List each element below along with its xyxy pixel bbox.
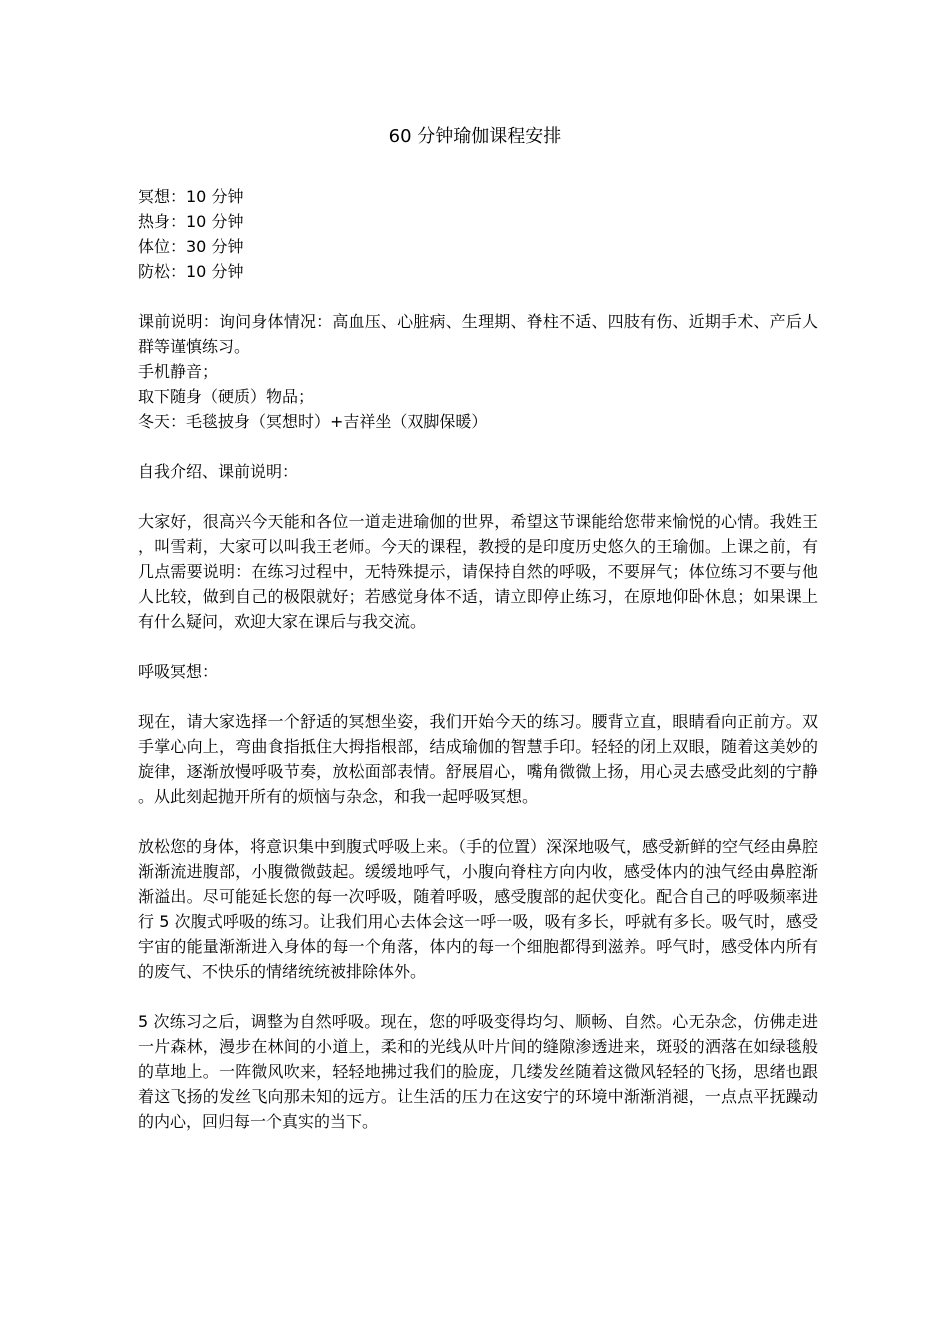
pre-class-note: 课前说明：询问身体情况：高血压、心脏病、生理期、脊柱不适、四肢有伤、近期手术、产后人群等谨慎练习。 bbox=[138, 312, 818, 356]
spacer bbox=[138, 984, 818, 1009]
schedule-item-warmup: 热身：10 分钟 bbox=[138, 212, 244, 231]
winter-note: 冬天：毛毯披身（冥想时）+吉祥坐（双脚保暖） bbox=[138, 412, 488, 431]
meditation-paragraph-2: 放松您的身体，将意识集中到腹式呼吸上来。（手的位置）深深地吸气，感受新鲜的空气经由鼻腔渐渐流进腹部，小腹微微鼓起。缓缓地呼气，小腹向脊柱方向内收，感受体内的浊气经由鼻腔渐渐溢出。尽可能延长您的每一次呼吸，随着呼吸，感受腹部的起伏变化。配合自己的呼吸频率进行 5 次腹式呼吸的练习。让我们用心去体会这一呼一吸，吸有多长，呼就有多长。吸气时，感受宇宙的能量渐渐进入身体的每一个角落，体内的每一个细胞都得到滋养。呼气时，感受体内所有的废气、不快乐的情绪统统被排除体外。 bbox=[138, 837, 819, 981]
document-title: 60 分钟瑜伽课程安排 bbox=[388, 126, 562, 147]
spacer bbox=[138, 484, 818, 509]
spacer bbox=[138, 684, 818, 709]
intro-heading: 自我介绍、课前说明： bbox=[138, 462, 299, 481]
spacer bbox=[138, 634, 818, 659]
spacer bbox=[138, 809, 818, 834]
schedule-item-postures: 体位：30 分钟 bbox=[138, 237, 244, 256]
intro-paragraph: 大家好，很高兴今天能和各位一道走进瑜伽的世界，希望这节课能给您带来愉悦的心情。我姓王，叫雪莉，大家可以叫我王老师。今天的课程，教授的是印度历史悠久的王瑜伽。上课之前，有几点需要说明：在练习过程中，无特殊提示，请保持自然的呼吸，不要屏气；体位练习不要与他人比较，做到自己的极限就好；若感觉身体不适，请立即停止练习，在原地仰卧休息；如果课上有什么疑问，欢迎大家在课后与我交流。 bbox=[138, 512, 818, 631]
schedule-item-meditation: 冥想：10 分钟 bbox=[138, 187, 244, 206]
document-body bbox=[138, 184, 818, 1134]
items-note: 取下随身（硬质）物品； bbox=[138, 387, 315, 406]
phone-note: 手机静音； bbox=[138, 362, 219, 381]
spacer bbox=[138, 284, 818, 309]
meditation-paragraph-3: 5 次练习之后，调整为自然呼吸。现在，您的呼吸变得均匀、顺畅、自然。心无杂念，仿佛走进一片森林，漫步在林间的小道上，柔和的光线从叶片间的缝隙渗透进来，斑驳的洒落在如绿毯般的草地上。一阵微风吹来，轻轻地拂过我们的脸庞，几缕发丝随着这微风轻轻的飞扬，思绪也跟着这飞扬的发丝飞向那未知的远方。让生活的压力在这安宁的环境中渐渐消褪，一点点平抚躁动的内心，回归每一个真实的当下。 bbox=[138, 1012, 818, 1131]
meditation-paragraph-1: 现在，请大家选择一个舒适的冥想坐姿，我们开始今天的练习。腰背立直，眼睛看向正前方。双手掌心向上，弯曲食指抵住大拇指根部，结成瑜伽的智慧手印。轻轻的闭上双眼，随着这美妙的旋律，逐渐放慢呼吸节奏，放松面部表情。舒展眉心，嘴角微微上扬，用心灵去感受此刻的宁静。从此刻起抛开所有的烦恼与杂念，和我一起呼吸冥想。 bbox=[138, 712, 818, 806]
spacer bbox=[138, 434, 818, 459]
schedule-item-relaxation: 防松：10 分钟 bbox=[138, 262, 244, 281]
meditation-heading: 呼吸冥想： bbox=[138, 662, 219, 681]
